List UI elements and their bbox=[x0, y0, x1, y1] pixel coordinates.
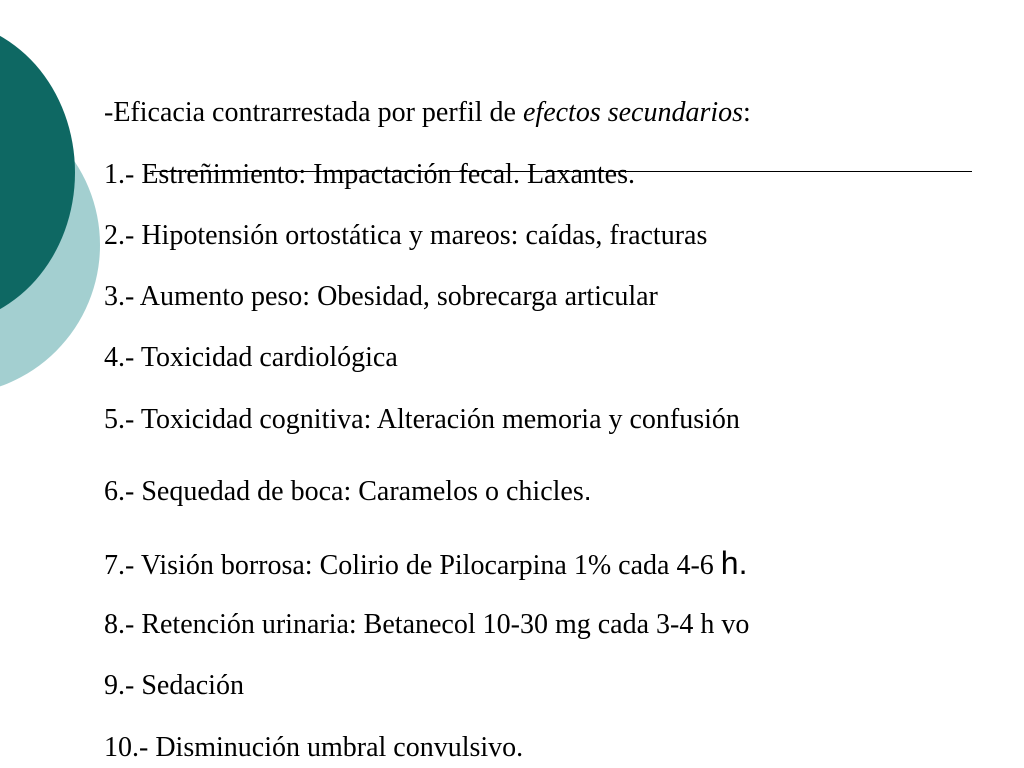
list-item-7 bbox=[104, 546, 747, 583]
intro-suffix: : bbox=[743, 97, 751, 128]
list-item-7-text: 7.- Visión borrosa: Colirio de Pilocarpina 1% cada 4-6 bbox=[104, 550, 721, 581]
list-item-6 bbox=[104, 474, 592, 509]
list-item-6-tail: . bbox=[583, 475, 592, 506]
list-item-7-tail: h. bbox=[720, 545, 748, 581]
list-item-3: 3.- Aumento peso: Obesidad, sobrecarga articular bbox=[104, 281, 658, 312]
list-item-9: 9.- Sedación bbox=[104, 670, 244, 701]
list-item-10: 10.- Disminución umbral convulsivo. bbox=[104, 732, 524, 763]
list-item-5: 5.- Toxicidad cognitiva: Alteración memoria y confusión bbox=[104, 404, 740, 435]
intro-line bbox=[104, 96, 751, 130]
intro-prefix: -Eficacia contrarrestada por perfil de bbox=[104, 97, 523, 128]
list-item-6-text: 6.- Sequedad de boca: Caramelos o chicles bbox=[104, 476, 584, 507]
intro-emphasis: efectos secundarios bbox=[522, 97, 744, 128]
list-item-8: 8.- Retención urinaria: Betanecol 10-30 mg cada 3-4 h vo bbox=[104, 609, 750, 640]
list-item-4: 4.- Toxicidad cardiológica bbox=[104, 342, 398, 373]
list-item-1: 1.- Estreñimiento: Impactación fecal. Laxantes. bbox=[104, 159, 636, 190]
list-item-2: 2.- Hipotensión ortostática y mareos: caídas, fracturas bbox=[104, 220, 708, 251]
